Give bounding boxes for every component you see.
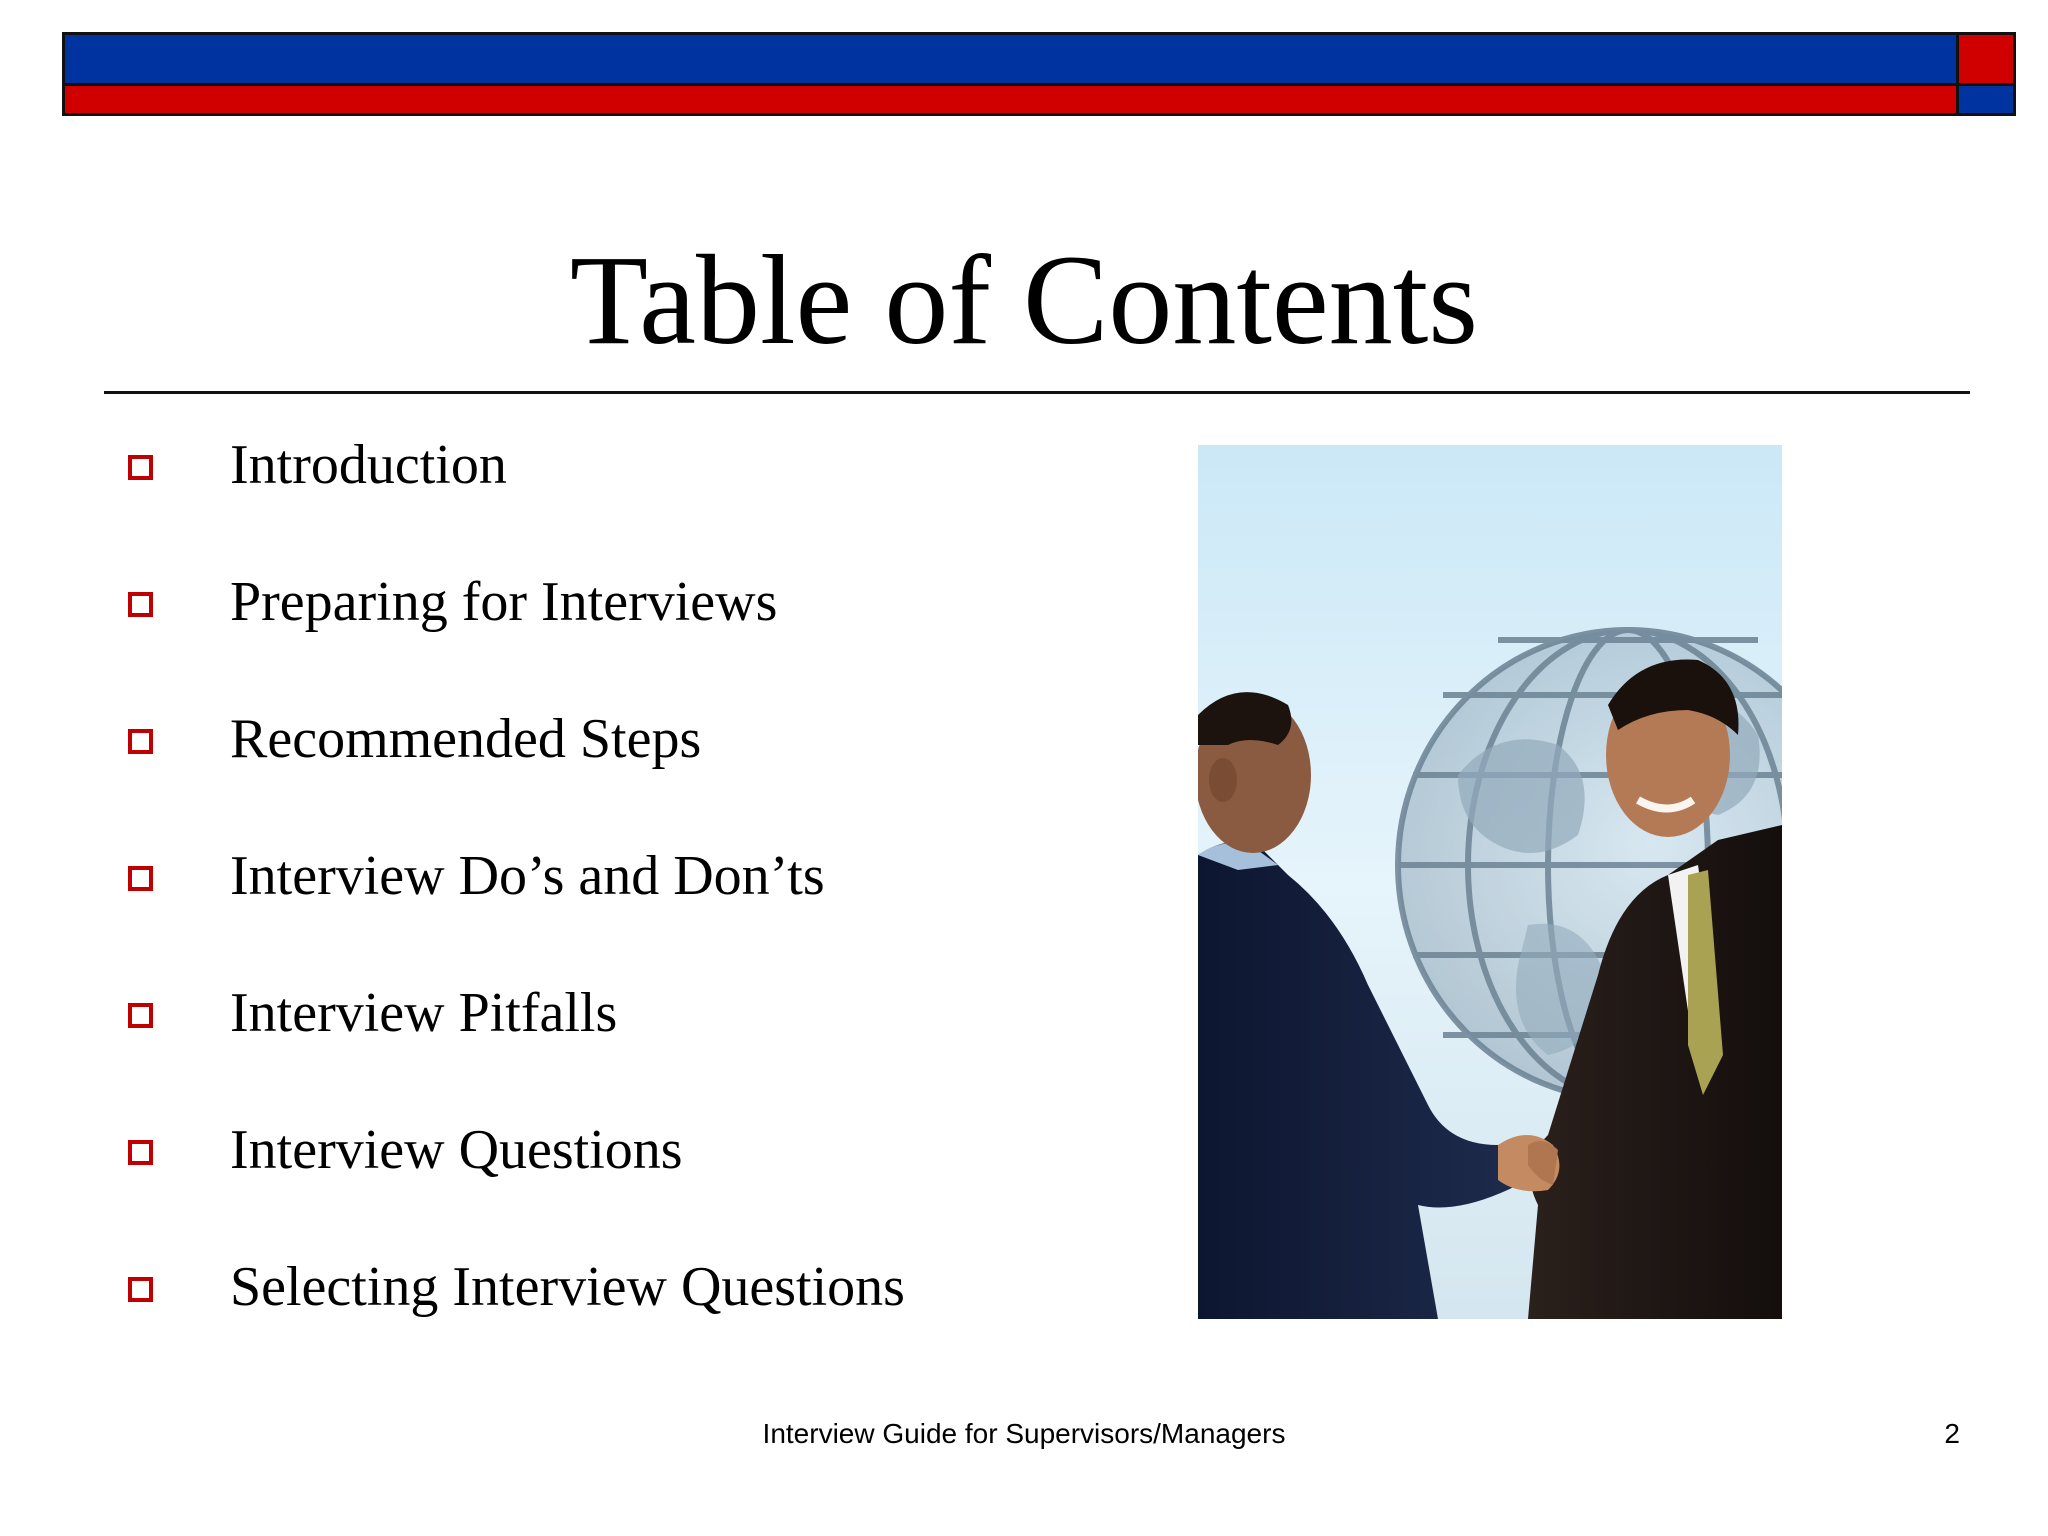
toc-item-introduction[interactable] [0, 425, 1100, 505]
corner-blue-square [1959, 86, 2013, 113]
hollow-square-bullet-icon [128, 729, 153, 754]
toc-item-recommended-steps[interactable] [0, 699, 1100, 779]
handshake [1498, 1135, 1559, 1191]
toc-item-label: Introduction [230, 434, 507, 496]
hollow-square-bullet-icon [128, 1003, 153, 1028]
toc-item-interview-pitfalls[interactable] [0, 973, 1100, 1053]
hollow-square-bullet-icon [128, 592, 153, 617]
toc-item-label: Interview Questions [230, 1119, 683, 1181]
header-decoration-bars [62, 32, 2016, 116]
hollow-square-bullet-icon [128, 866, 153, 891]
toc-item-preparing-for-interviews[interactable] [0, 562, 1100, 642]
toc-item-label: Selecting Interview Questions [230, 1256, 905, 1318]
toc-item-selecting-interview-questions[interactable] [0, 1247, 1100, 1327]
corner-red-square [1959, 35, 2013, 86]
hollow-square-bullet-icon [128, 455, 153, 480]
footer-text: Interview Guide for Supervisors/Managers [762, 1418, 1286, 1449]
toc-item-label: Interview Do’s and Don’ts [230, 845, 825, 907]
toc-item-label: Recommended Steps [230, 708, 702, 770]
toc-item-label: Interview Pitfalls [230, 982, 618, 1044]
toc-item-interview-dos-and-donts[interactable] [0, 836, 1100, 916]
blue-header-bar [65, 35, 1959, 86]
toc-item-label: Preparing for Interviews [230, 571, 778, 633]
title-divider [104, 391, 1970, 394]
red-header-bar [65, 86, 1959, 113]
hollow-square-bullet-icon [128, 1277, 153, 1302]
page-number: 2 [1944, 1418, 1960, 1449]
toc-item-interview-questions[interactable] [0, 1110, 1100, 1190]
slide-title: Table of Contents [569, 229, 1479, 371]
hollow-square-bullet-icon [128, 1140, 153, 1165]
handshake-photo [1198, 445, 1782, 1319]
